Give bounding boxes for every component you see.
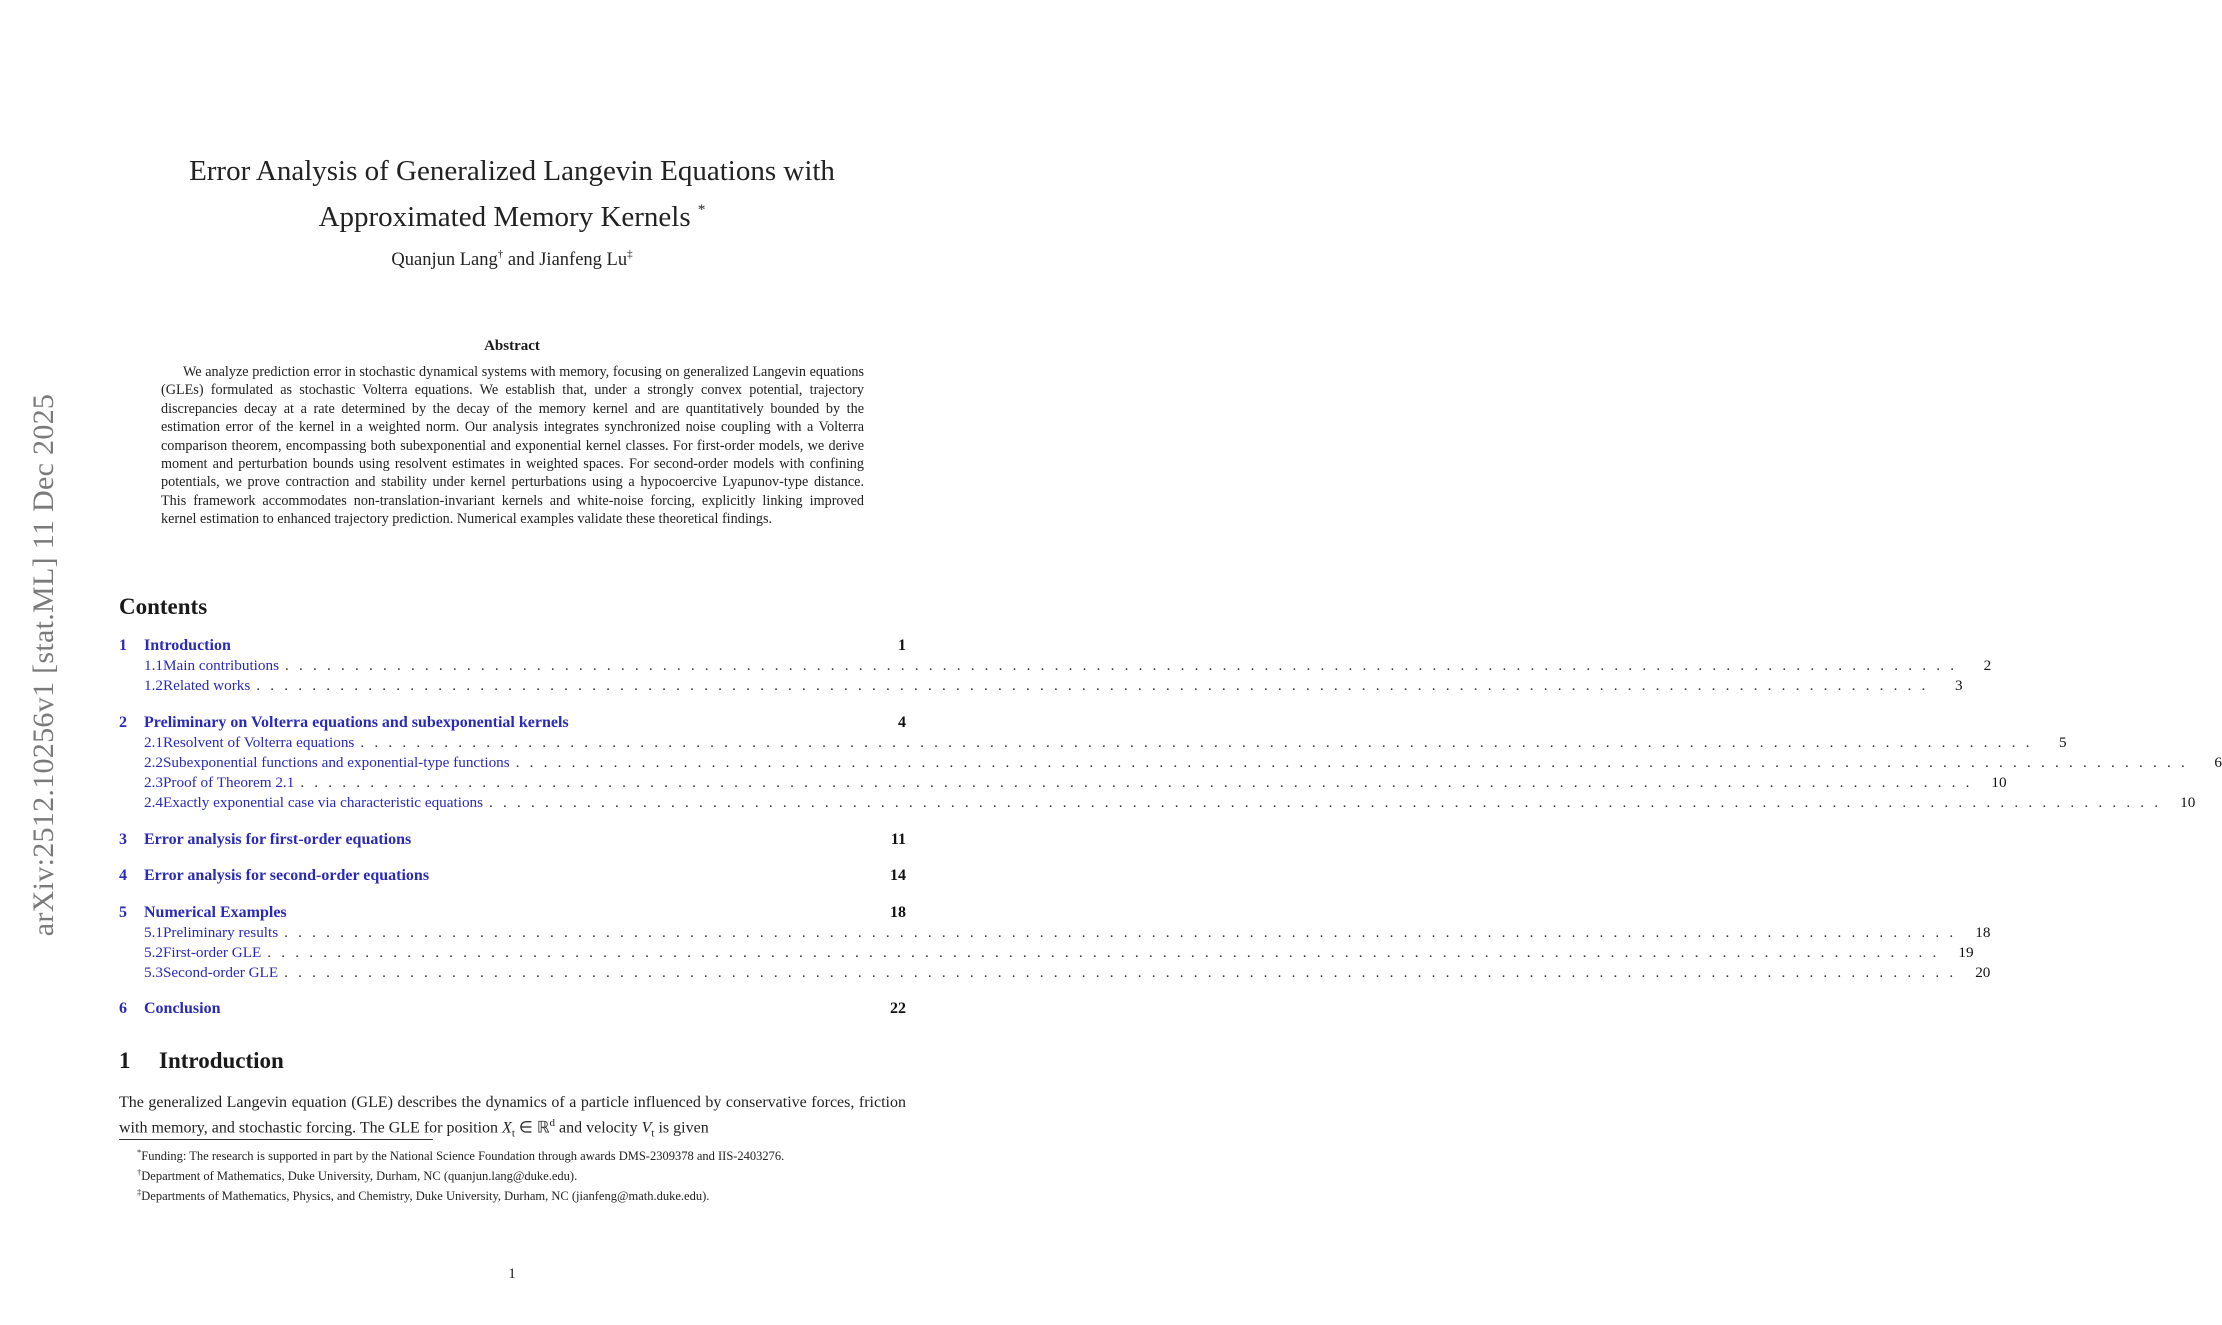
toc-entry-number: 2.2 [144,754,163,771]
toc-entry-number: 2.1 [144,734,163,751]
toc-entry-link[interactable]: Numerical Examples [144,904,287,921]
toc-entry-number: 5.3 [144,964,163,981]
toc-entry-link[interactable]: Second-order GLE [162,964,279,981]
toc-leader-dots: . . . . . . . . . . . . . . . . . . . . . . . . . . . . . . . . . . . . . . . . . . . . . . . . . . . . . . . . . . . . . . . . . . . . . . . . . . . . . . . . . . . . . . . . . . . . . . . . . . . . . . . . . . . . . . . . . . . . . . . . [284,964,1957,981]
toc-entry-number: 3 [119,831,127,848]
toc-section-entry[interactable] [119,904,906,924]
toc-entry-number: 6 [119,1000,127,1017]
toc-leader-dots: . . . . . . . . . . . . . . . . . . . . . . . . . . . . . . . . . . . . . . . . . . . . . . . . . . . . . . . . . . . . . . . . . . . . . . . . . . . . . . . . . . . . . . . . . . . . . . . . . . . . . . . . . . . . . . . . . . . . . . . . [256,677,1929,694]
toc-leader-dots: . . . . . . . . . . . . . . . . . . . . . . . . . . . . . . . . . . . . . . . . . . . . . . . . . . . . . . . . . . . . . . . . . . . . . . . . . . . . . . . . . . . . . . . . . . . . . . . . . . . . . . . . . . . . . . . . . . . . . . . . [515,754,2188,771]
toc-entry-number: 2 [119,714,127,731]
toc-entry-number: 1.1 [144,657,163,674]
footnote [119,1164,906,1184]
toc-entry-link[interactable]: Conclusion [144,1000,221,1017]
math-sup: d [549,1117,555,1129]
toc-subsection-entry[interactable] [119,754,2222,774]
toc-entry-link[interactable]: Preliminary on Volterra equations and subexponential kernels [144,714,569,731]
toc-page-number: 2 [1983,657,1992,674]
footnote [119,1184,906,1204]
toc-entry-link[interactable]: Introduction [144,637,231,654]
toc-section-entry[interactable] [119,867,906,887]
footnote-mark: * [137,1147,142,1157]
author-footnote-mark[interactable]: † [497,248,504,260]
math-sub: t [511,1127,515,1140]
toc-page-number: 14 [890,867,906,884]
title-line-2-text: Approximated Memory Kernels [318,201,691,233]
title-line-2 [112,191,912,237]
toc-subsection-entry[interactable] [119,924,1991,944]
arxiv-identifier[interactable]: arXiv:2512.10256v1 [stat.ML] 11 Dec 2025 [27,393,60,937]
toc-entry-link[interactable]: Main contributions [162,657,279,674]
toc-section-entry[interactable] [119,714,906,734]
toc-page-number: 11 [890,831,906,848]
toc-entry-number: 1.2 [144,677,163,694]
toc-page-number: 18 [890,904,906,921]
toc-page-number: 6 [2214,754,2222,771]
toc-leader-dots: . . . . . . . . . . . . . . . . . . . . . . . . . . . . . . . . . . . . . . . . . . . . . . . . . . . . . . . . . . . . . . . . . . . . . . . . . . . . . . . . . . . . . . . . . . . . . . . . . . . . . . . . . . . . . . . . . . . . . . . . [284,924,1957,941]
math-sub: t [651,1127,655,1140]
toc-entry-number: 5.2 [144,944,163,961]
toc-page-number: 10 [2180,794,2196,811]
toc-entry-link[interactable]: Resolvent of Volterra equations [162,734,355,751]
toc-entry-number: 5.1 [144,924,163,941]
title-footnote-mark[interactable]: * [697,202,706,218]
intro-paragraph [119,1092,906,1145]
toc-leader-dots: . . . . . . . . . . . . . . . . . . . . . . . . . . . . . . . . . . . . . . . . . . . . . . . . . . . . . . . . . . . . . . . . . . . . . . . . . . . . . . . . . . . . . . . . . . . . . . . . . . . . . . . . . . . . . . . . . . . . . . . . [300,774,1973,791]
section-title: Introduction [159,1048,284,1073]
toc-subsection-entry[interactable] [119,944,1974,964]
section-heading [119,1048,284,1074]
toc-page-number: 20 [1975,964,1991,981]
toc-page-number: 19 [1958,944,1974,961]
footnote-text: Department of Mathematics, Duke University, Durham, NC (quanjun.lang@duke.edu). [141,1169,578,1183]
toc-entry-link[interactable]: Preliminary results [162,924,279,941]
intro-text: and velocity [554,1119,642,1137]
toc-entry-number: 5 [119,904,127,921]
page-number: 1 [508,1266,516,1282]
toc-leader-dots: . . . . . . . . . . . . . . . . . . . . . . . . . . . . . . . . . . . . . . . . . . . . . . . . . . . . . . . . . . . . . . . . . . . . . . . . . . . . . . . . . . . . . . . . . . . . . . . . . . . . . . . . . . . . . . . . . . . . . . . . [489,794,2162,811]
toc-page-number: 22 [890,1000,906,1017]
toc-subsection-entry[interactable] [119,774,2007,794]
paper-title [112,152,912,237]
toc-entry-link[interactable]: Exactly exponential case via characteristic equations [162,794,484,811]
toc-entry-link[interactable]: Proof of Theorem 2.1 [162,774,295,791]
toc-entry-number: 4 [119,867,127,884]
toc-subsection-entry[interactable] [119,734,2067,754]
footnotes [119,1144,906,1204]
toc-section-entry[interactable] [119,831,906,851]
toc-section-entry[interactable] [119,1000,906,1020]
toc-subsection-entry[interactable] [119,657,1992,677]
footnote [119,1144,906,1164]
footnote-text: Departments of Mathematics, Physics, and Chemistry, Duke University, Durham, NC (jianfeng@math.duke.edu). [141,1189,710,1203]
abstract-text: We analyze prediction error in stochastic dynamical systems with memory, focusing on generalized Langevin equations (GLEs) formulated as stochastic Volterra equations. We establish that, under a strongly convex potential, trajectory discrepancies decay at a rate determined by the decay of the memory kernel and are quantitatively bounded by the estimation error of the kernel in a weighted norm. Our analysis integrates synchronized noise coupling with a Volterra comparison theorem, encompassing both subexponential and exponential kernel classes. For first-order models, we derive moment and perturbation bounds using resolvent estimates in weighted spaces. For second-order models with confining potentials, we prove contraction and stability under kernel perturbations using a hypocoercive Lyapunov-type distance. This framework accommodates non-translation-invariant kernels and white-noise forcing, explicitly linking improved kernel estimation to enhanced trajectory prediction. Numerical examples validate these theoretical findings. [161,364,864,528]
toc-entry-number: 2.3 [144,774,163,791]
toc-entry-number: 1 [119,637,127,654]
author-name: Quanjun Lang [391,250,498,270]
toc-subsection-entry[interactable] [119,677,1963,697]
toc-entry-link[interactable]: Error analysis for first-order equations [144,831,412,848]
abstract-heading: Abstract [484,338,540,354]
footnote-text: Funding: The research is supported in part by the National Science Foundation through awards DMS-2309378 and IIS-2403276. [141,1149,785,1163]
intro-text: is given [654,1119,709,1137]
footnote-mark: ‡ [137,1187,142,1197]
toc-leader-dots: . . . . . . . . . . . . . . . . . . . . . . . . . . . . . . . . . . . . . . . . . . . . . . . . . . . . . . . . . . . . . . . . . . . . . . . . . . . . . . . . . . . . . . . . . . . . . . . . . . . . . . . . . . . . . . . . . . . . . . . . [267,944,1940,961]
toc-entry-link[interactable]: Error analysis for second-order equations [144,867,430,884]
toc-entry-number: 2.4 [144,794,163,811]
math-text: ∈ ℝ [514,1119,550,1137]
title-line-1: Error Analysis of Generalized Langevin Equations with [189,155,835,187]
author-name: Jianfeng Lu [539,250,628,270]
toc-page-number: 3 [1954,677,1963,694]
toc-leader-dots: . . . . . . . . . . . . . . . . . . . . . . . . . . . . . . . . . . . . . . . . . . . . . . . . . . . . . . . . . . . . . . . . . . . . . . . . . . . . . . . . . . . . . . . . . . . . . . . . . . . . . . . . . . . . . . . . . . . . . . . . [360,734,2033,751]
author-footnote-mark[interactable]: ‡ [627,248,633,260]
footnote-mark: † [137,1167,142,1177]
toc-page-number: 18 [1975,924,1991,941]
toc-section-entry[interactable] [119,637,906,657]
footnote-rule [119,1139,433,1140]
author-list [112,248,912,271]
math-var: V [641,1119,652,1137]
section-number: 1 [119,1048,131,1073]
author-connector: and [507,250,535,270]
toc-page-number: 10 [1991,774,2007,791]
toc-subsection-entry[interactable] [119,794,2196,814]
toc-entry-link[interactable]: Related works [162,677,251,694]
toc-leader-dots: . . . . . . . . . . . . . . . . . . . . . . . . . . . . . . . . . . . . . . . . . . . . . . . . . . . . . . . . . . . . . . . . . . . . . . . . . . . . . . . . . . . . . . . . . . . . . . . . . . . . . . . . . . . . . . . . . . . . . . . . [285,657,1958,674]
toc-subsection-entry[interactable] [119,964,1991,984]
intro-text: The generalized Langevin equation (GLE) describes the dynamics of a particle influenced by conservative forces, friction with memory, and stochastic forcing. The GLE for position [119,1094,906,1137]
toc-entry-link[interactable]: Subexponential functions and exponential-type functions [162,754,510,771]
toc-page-number: 1 [898,637,906,654]
contents-heading: Contents [119,594,208,619]
toc-page-number: 4 [898,714,906,731]
arxiv-stamp [14,360,74,970]
toc-page-number: 5 [2059,734,2067,751]
toc-entry-link[interactable]: First-order GLE [162,944,262,961]
math-var: X [502,1119,512,1137]
